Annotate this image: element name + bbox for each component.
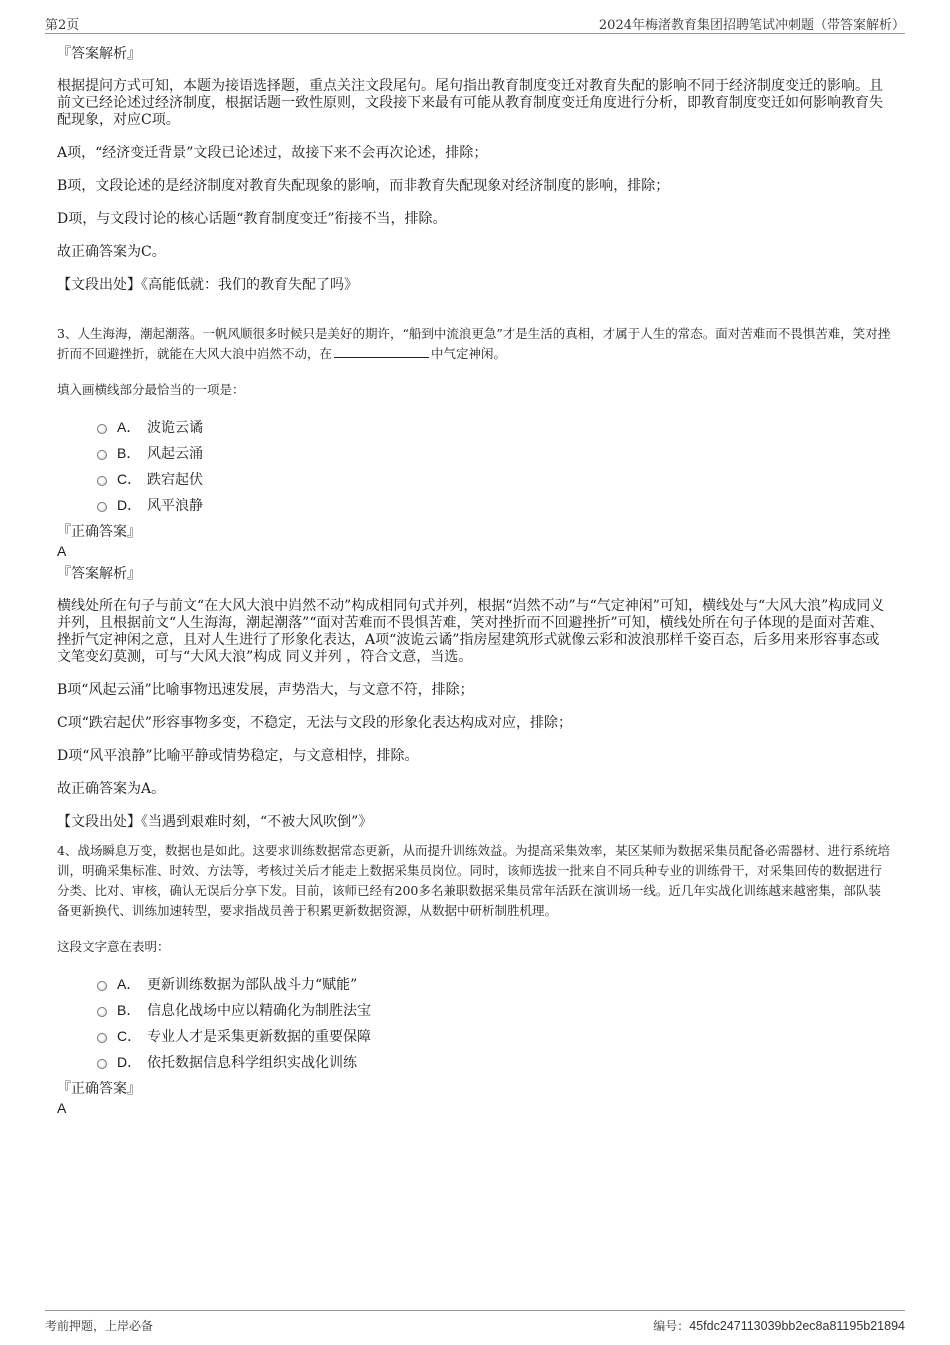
answer-conclusion: 故正确答案为A。 (57, 781, 166, 797)
option-b[interactable] (97, 997, 893, 1023)
question-3-stem (57, 324, 893, 364)
option-text: 跌宕起伏 (147, 472, 203, 488)
analysis-label: 『答案解析』 (57, 46, 141, 62)
answer-conclusion: 故正确答案为C。 (57, 244, 166, 260)
option-a-explanation: A项，“经济变迁背景”文段已论述过，故接下来不会再次论述，排除； (57, 145, 488, 161)
page-header (45, 14, 905, 34)
correct-answer-value: A (57, 543, 67, 559)
radio-icon[interactable] (97, 424, 107, 434)
option-text: 波诡云谲 (147, 420, 203, 436)
page-content (57, 44, 893, 1117)
option-b-explanation: B项“风起云涌”比喻事物迅速发展，声势浩大，与文意不符，排除； (57, 682, 474, 698)
option-letter: A． (117, 976, 141, 992)
page-footer (45, 1310, 905, 1334)
option-letter: B． (117, 445, 141, 461)
code-value: 45fdc247113039bb2ec8a81195b21894 (689, 1319, 905, 1333)
option-c[interactable] (97, 1023, 893, 1049)
option-letter: C． (117, 1028, 142, 1044)
correct-answer-label: 『正确答案』 (57, 1081, 141, 1097)
option-a[interactable] (97, 414, 893, 440)
radio-icon[interactable] (97, 1059, 107, 1069)
option-text: 风起云涌 (147, 446, 203, 462)
footer-slogan: 考前押题，上岸必备 (45, 1319, 154, 1333)
option-d-explanation: D项，与文段讨论的核心话题“教育制度变迁”衔接不当，排除。 (57, 211, 447, 227)
question-3-options (97, 414, 893, 518)
radio-icon[interactable] (97, 502, 107, 512)
question-3-stem-after: 中气定神闲。 (431, 346, 507, 361)
correct-answer-label: 『正确答案』 (57, 524, 141, 540)
source-citation: 【文段出处】《高能低就：我们的教育失配了吗》 (57, 277, 358, 293)
analysis-text: 横线处所在句子与前文“在大风大浪中岿然不动”构成相同句式并列，根据“岿然不动”与“气定神闲”可知，横线处与“大风大浪”构成同义并列，且根据前文“人生海海，潮起潮落”“面对苦难而不畏惧苦难，笑对挫折而不回避挫折”可知，横线处所在句子体现的是面对苦难、挫折气定神闲之意，且对人生进行了形象化表达，A项“波诡云谲”指房屋建筑形式就像云彩和波浪那样千姿百态，后多用来形容事态或文笔变幻莫测，可与“大风大浪”构成 同义并列 ，符合文意，当选。 (57, 598, 885, 665)
document-title: 2024年梅渚教育集团招聘笔试冲刺题（带答案解析） (598, 18, 905, 33)
option-text: 风平浪静 (147, 498, 203, 514)
option-letter: A． (117, 419, 141, 435)
option-letter: D． (117, 1054, 142, 1070)
option-letter: D． (117, 497, 142, 513)
radio-icon[interactable] (97, 450, 107, 460)
question-4-options (97, 971, 893, 1075)
question-3-stem-before: 3、人生海海，潮起潮落。一帆风顺很多时候只是美好的期许，“船到中流浪更急”才是生活的真相，才属于人生的常态。面对苦难而不畏惧苦难，笑对挫折而不回避挫折，就能在大风大浪中岿然不动，在 (57, 326, 891, 361)
question-4-stem: 4、战场瞬息万变，数据也是如此。这要求训练数据常态更新，从而提升训练效益。为提高采集效率，某区某师为数据采集员配备必需器材、进行系统培训，明确采集标准、时效、方法等，考核过关后才能走上数据采集员岗位。同时，该师选拔一批来自不同兵种专业的训练骨干，对采集回传的数据进行分类、比对、审核，确认无误后分享下发。目前，该师已经有200多名兼职数据采集员常年活跃在演训场一线。近几年实战化训练越来越密集，部队装备更新换代、训练加速转型，要求指战员善于积累更新数据资源，从数据中研析制胜机理。 (57, 843, 890, 918)
radio-icon[interactable] (97, 981, 107, 991)
document-code (653, 1317, 905, 1334)
option-letter: B． (117, 1002, 141, 1018)
radio-icon[interactable] (97, 476, 107, 486)
question-4-prompt: 这段文字意在表明： (57, 939, 170, 954)
option-b[interactable] (97, 440, 893, 466)
option-d[interactable] (97, 492, 893, 518)
radio-icon[interactable] (97, 1007, 107, 1017)
source-citation: 【文段出处】《当遇到艰难时刻，“不被大风吹倒”》 (57, 814, 373, 830)
analysis-label: 『答案解析』 (57, 566, 141, 582)
option-d-explanation: D项“风平浪静”比喻平静或情势稳定，与文意相悖，排除。 (57, 748, 419, 764)
option-c[interactable] (97, 466, 893, 492)
fill-blank (334, 346, 429, 358)
option-text: 专业人才是采集更新数据的重要保障 (147, 1029, 371, 1045)
page-number: 第2页 (45, 18, 80, 33)
option-b-explanation: B项，文段论述的是经济制度对教育失配现象的影响，而非教育失配现象对经济制度的影响，排除； (57, 178, 670, 194)
option-text: 更新训练数据为部队战斗力“赋能” (147, 977, 358, 993)
correct-answer-value: A (57, 1100, 67, 1116)
code-label: 编号： (653, 1319, 690, 1333)
radio-icon[interactable] (97, 1033, 107, 1043)
option-text: 依托数据信息科学组织实战化训练 (147, 1055, 357, 1071)
question-3-prompt: 填入画横线部分最恰当的一项是： (57, 382, 245, 397)
option-d[interactable] (97, 1049, 893, 1075)
analysis-text: 根据提问方式可知，本题为接语选择题，重点关注文段尾句。尾句指出教育制度变迁对教育失配的影响不同于经济制度变迁的影响。且前文已经论述过经济制度，根据话题一致性原则，文段接下来最有可能从教育制度变迁角度进行分析，即教育制度变迁如何影响教育失配现象，对应C项。 (57, 78, 883, 128)
option-c-explanation: C项“跌宕起伏”形容事物多变，不稳定，无法与文段的形象化表达构成对应，排除； (57, 715, 573, 731)
option-text: 信息化战场中应以精确化为制胜法宝 (147, 1003, 371, 1019)
option-letter: C． (117, 471, 142, 487)
option-a[interactable] (97, 971, 893, 997)
